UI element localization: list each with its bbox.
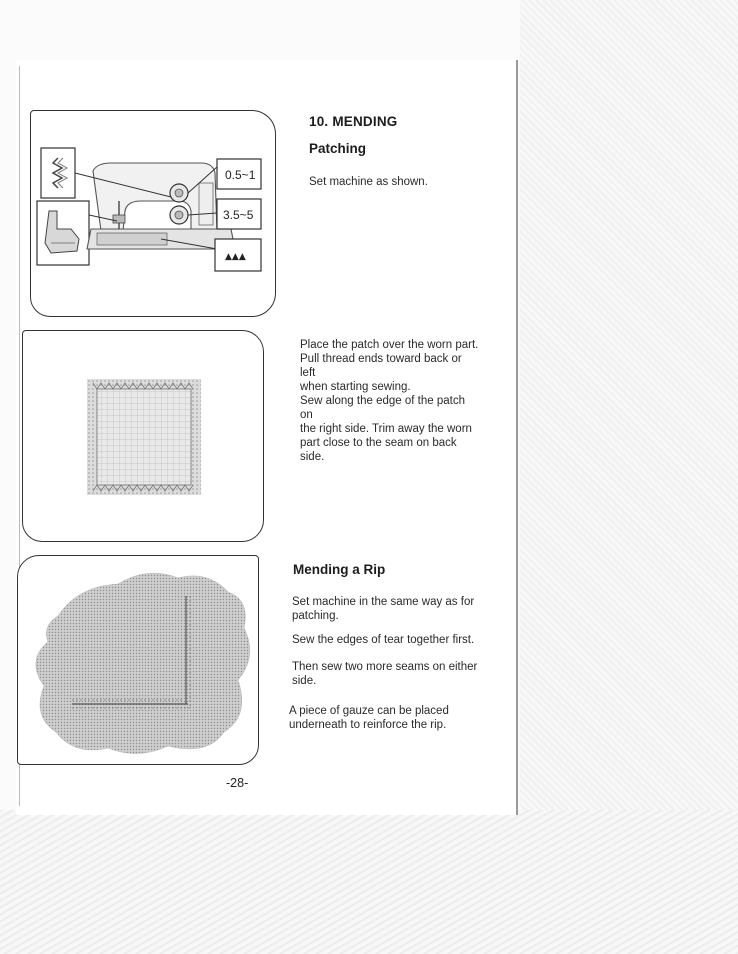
rip-step-4-line: underneath to reinforce the rip.	[289, 719, 447, 731]
sewing-machine-illustration	[31, 111, 275, 316]
stitch-width-label: 0.5~1	[225, 168, 256, 182]
patching-line: when starting sewing.	[300, 381, 411, 393]
rip-step-2: Sew the edges of tear together first.	[292, 634, 475, 646]
rip-step-1	[292, 595, 482, 623]
page-number: -28-	[226, 776, 249, 790]
rip-step-1-line: Set machine in the same way as for	[292, 596, 475, 608]
feed-dog-icon: ▲▲▲	[225, 252, 246, 262]
stitch-length-label: 3.5~5	[223, 208, 254, 222]
patching-line: part close to the seam on back side.	[300, 437, 457, 463]
patching-setup-text: Set machine as shown.	[309, 176, 428, 188]
patching-line: Place the patch over the worn part.	[300, 339, 479, 351]
mending-rip-heading: Mending a Rip	[293, 562, 386, 577]
patching-instructions	[300, 338, 480, 464]
rip-step-3	[292, 660, 482, 688]
rip-mending-illustration	[18, 556, 258, 764]
machine-setup-panel	[30, 110, 276, 317]
rip-step-4	[289, 704, 484, 732]
rip-step-3-line: Then sew two more seams on either	[292, 661, 478, 673]
rip-step-4-line: A piece of gauze can be placed	[289, 705, 449, 717]
patch-panel	[22, 330, 264, 542]
scan-background-bottom	[0, 810, 738, 954]
rip-step-3-line: side.	[292, 675, 317, 687]
rip-panel	[17, 555, 259, 765]
patch-illustration	[23, 331, 263, 541]
patching-heading: Patching	[309, 141, 367, 156]
patching-line: Pull thread ends toward back or left	[300, 353, 462, 379]
rip-step-1-line: patching.	[292, 610, 339, 622]
patching-line: the right side. Trim away the worn	[300, 423, 472, 435]
patching-line: Sew along the edge of the patch on	[300, 395, 465, 421]
section-title: 10. MENDING	[309, 114, 398, 129]
